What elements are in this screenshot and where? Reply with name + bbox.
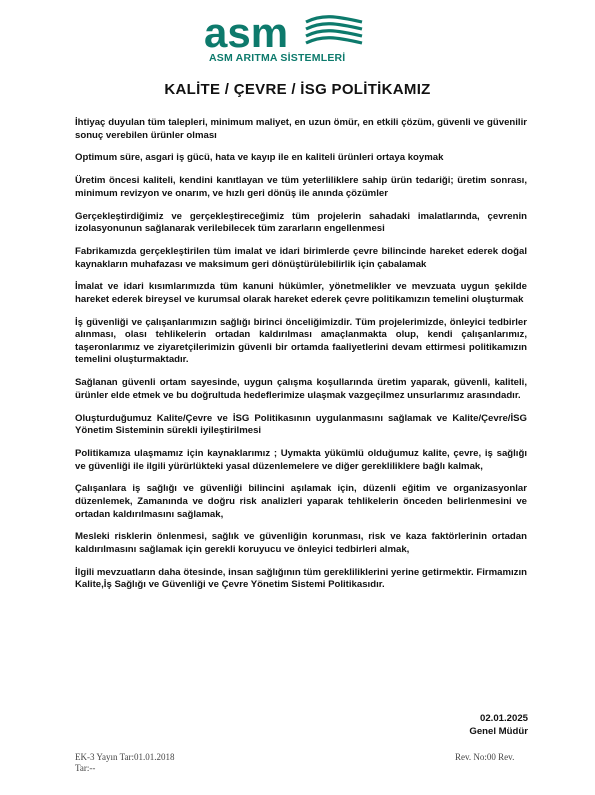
document-title: KALİTE / ÇEVRE / İSG POLİTİKAMIZ <box>164 81 431 98</box>
logo-mark <box>204 12 364 52</box>
policy-paragraph: İmalat ve idari kısımlarımızda tüm kanuni hükümler, yönetmelikler ve mevzuata uygun şekilde hareket ederek bireysel ve kurumsal olarak hareket ederek çevre politikamızın temelini oluşturmak <box>75 281 527 305</box>
policy-paragraph: Oluşturduğumuz Kalite/Çevre ve İSG Politikasının uygulanmasını sağlamak ve Kalite/Çevre/İSG Yönetim Sisteminin sürekli iyileştirilmesi <box>75 412 527 437</box>
logo-subtitle: ASM ARITMA SİSTEMLERİ <box>209 52 346 64</box>
policy-paragraph: Gerçekleştirdiğimiz ve gerçekleştireceğimiz tüm projelerin sahadaki imalatlarında, çevrenin izolasyonunun sağlanarak verilebilecek tüm zararların engellenmesi <box>75 210 527 235</box>
footer-date: Tar:-- <box>75 763 96 773</box>
signature-date: 02.01.2025 <box>479 713 528 724</box>
footer-left <box>75 752 174 774</box>
logo-wave-1 <box>306 17 362 22</box>
policy-paragraph: Fabrikamızda gerçekleştirilen tüm imalat ve idari birimlerde çevre bilincinde hareket ederek doğal kaynakların muhafazası ve maksimum geri dönüştürülebilirlik için çabalamak <box>75 245 527 270</box>
policy-paragraph: İlgili mevzuatların daha ötesinde, insan sağlığının tüm gerekliliklerini yerine getirmektir. Firmamızın Kalite,İş Sağlığı ve Güvenliği ve Çevre Yönetim Sistemi Politikasıdır. <box>75 566 527 591</box>
policy-body <box>75 117 527 602</box>
logo-wordmark: asm <box>204 12 289 52</box>
logo-wave-3 <box>306 31 362 36</box>
footer-revision: Rev. No:00 Rev. <box>455 752 515 762</box>
policy-paragraph: Sağlanan güvenli ortam sayesinde, uygun çalışma koşullarında üretim yaparak, güvenli, kaliteli, ürünler elde etmek ve bu doğrultuda hedeflerimize ulaşmak vazgeçilmez unsurlarımız arasındadır. <box>75 377 527 401</box>
policy-paragraph: İş güvenliği ve çalışanlarımızın sağlığı birinci önceliğimizdir. Tüm projelerimizde, önleyici tedbirler alınması, olası tehlikelerin ortadan kaldırılması amaçlanmakta olup, kendi çalışanlarımız, taşeronlarımız ve ziyaretçilerimizin güvenli bir ortamda faaliyetlerini devam ettirmesi politikamızın temelini oluşturmaktadır. <box>75 316 527 366</box>
footer-publish-date: EK-3 Yayın Tar:01.01.2018 <box>75 752 175 762</box>
policy-paragraph: Üretim öncesi kaliteli, kendini kanıtlayan ve tüm yeterliliklere sahip ürün tedariği; üretim sonrası, minimum revizyon ve onarım, ve hızlı geri dönüş ile anında çözümler <box>75 175 527 199</box>
logo-wave-4 <box>306 38 362 43</box>
policy-paragraph: Politikamıza ulaşmamız için kaynaklarımız ; Uymakta yükümlü olduğumuz kalite, çevre, iş sağlığı ve güvenliği ile ilgili yürürlükteki yasal düzenlemelere ve diğer gerekliliklere bağlı kalmak, <box>75 447 527 472</box>
policy-paragraph: Optimum süre, asgari iş gücü, hata ve kayıp ile en kaliteli ürünleri ortaya koymak <box>75 152 444 164</box>
policy-paragraph: İhtiyaç duyulan tüm talepleri, minimum maliyet, en uzun ömür, en etkili çözüm, güvenli ve güvenilir sonuç verebilen ürünler olması <box>75 117 527 141</box>
signature-block <box>469 713 528 738</box>
signatory-title: Genel Müdür <box>469 725 528 737</box>
policy-paragraph: Çalışanlara iş sağlığı ve güvenliği bilincini aşılamak için, düzenli eğitim ve organizasyonlar düzenlemek, Zamanında ve doğru risk analizleri yaparak tehlikelerin önceden belirlenmesini ve ortadan kaldırılmasını sağlamak, <box>75 483 527 520</box>
policy-paragraph: Mesleki risklerin önlenmesi, sağlık ve güvenliğin korunması, risk ve kaza faktörlerinin ortadan kaldırılmasını sağlamak için gerekli koruyucu ve önleyici tedbirleri almak, <box>75 531 527 555</box>
logo-wave-2 <box>306 24 362 29</box>
